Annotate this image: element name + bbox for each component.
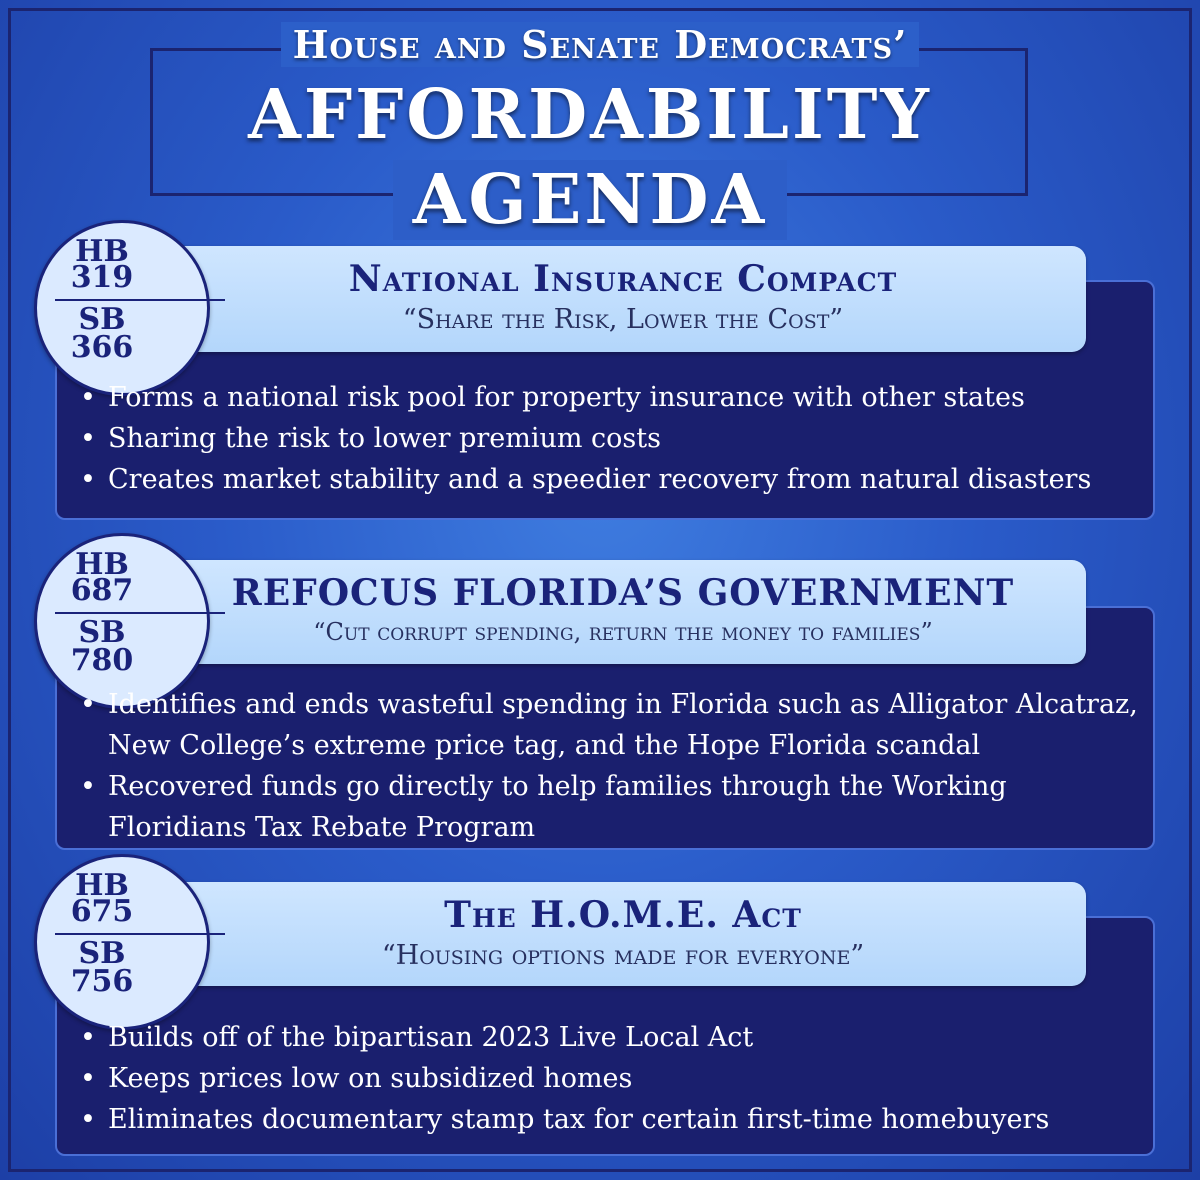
sb-label: SB: [78, 615, 126, 650]
list-item: • Identifies and ends wasteful spending in Florida such as Alligator Alcatraz, New College’s extreme price tag, and the Hope Florida scandal: [78, 684, 1138, 766]
hb-label: HB: [75, 234, 129, 269]
section-header-panel: [160, 560, 1086, 664]
hb-label: HB: [75, 547, 129, 582]
hb-label: HB: [75, 868, 129, 903]
bullet-list: [78, 1017, 1138, 1140]
sb-label: SB: [78, 302, 126, 337]
section-subtitle: “Cut corrupt spending, return the money to families”: [313, 618, 933, 646]
list-item: • Recovered funds go directly to help families through the Working Floridians Tax Rebate Program: [78, 766, 1138, 848]
badge-divider: [55, 933, 225, 935]
hb-number: 319: [70, 260, 134, 295]
sb-number: 780: [70, 643, 134, 678]
section-header-panel: [160, 246, 1086, 352]
section-title: The H.O.M.E. Act: [444, 894, 802, 936]
bill-number-badge: [34, 533, 210, 709]
section-title: REFOCUS FLORIDA’S GOVERNMENT: [231, 572, 1015, 614]
header-title: AFFORDABILITY: [248, 75, 932, 155]
bill-number-badge: [34, 220, 210, 396]
list-item: • Eliminates documentary stamp tax for certain first-time homebuyers: [78, 1099, 1138, 1140]
section-title: National Insurance Compact: [348, 258, 898, 300]
bullet-list: [78, 377, 1138, 500]
section-subtitle: “Share the Risk, Lower the Cost”: [402, 304, 844, 335]
list-item: • Builds off of the bipartisan 2023 Live Local Act: [78, 1017, 1138, 1058]
section-subtitle: “Housing options made for everyone”: [381, 940, 865, 971]
list-item: • Creates market stability and a speedier recovery from natural disasters: [78, 459, 1138, 500]
header-subtitle: AGENDA: [150, 160, 1030, 240]
list-item: • Keeps prices low on subsidized homes: [78, 1058, 1138, 1099]
hb-number: 675: [70, 894, 134, 929]
sb-number: 366: [70, 330, 134, 365]
list-item: • Sharing the risk to lower premium costs: [78, 418, 1138, 459]
header-line1: House and Senate Democrats’: [180, 22, 1020, 67]
bill-number-badge: [34, 854, 210, 1030]
badge-divider: [55, 299, 225, 301]
sb-label: SB: [78, 936, 126, 971]
bullet-list: [78, 684, 1138, 848]
badge-divider: [55, 612, 225, 614]
sb-number: 756: [70, 964, 134, 999]
hb-number: 687: [70, 573, 134, 608]
section-header-panel: [160, 882, 1086, 986]
list-item: • Forms a national risk pool for property insurance with other states: [78, 377, 1138, 418]
